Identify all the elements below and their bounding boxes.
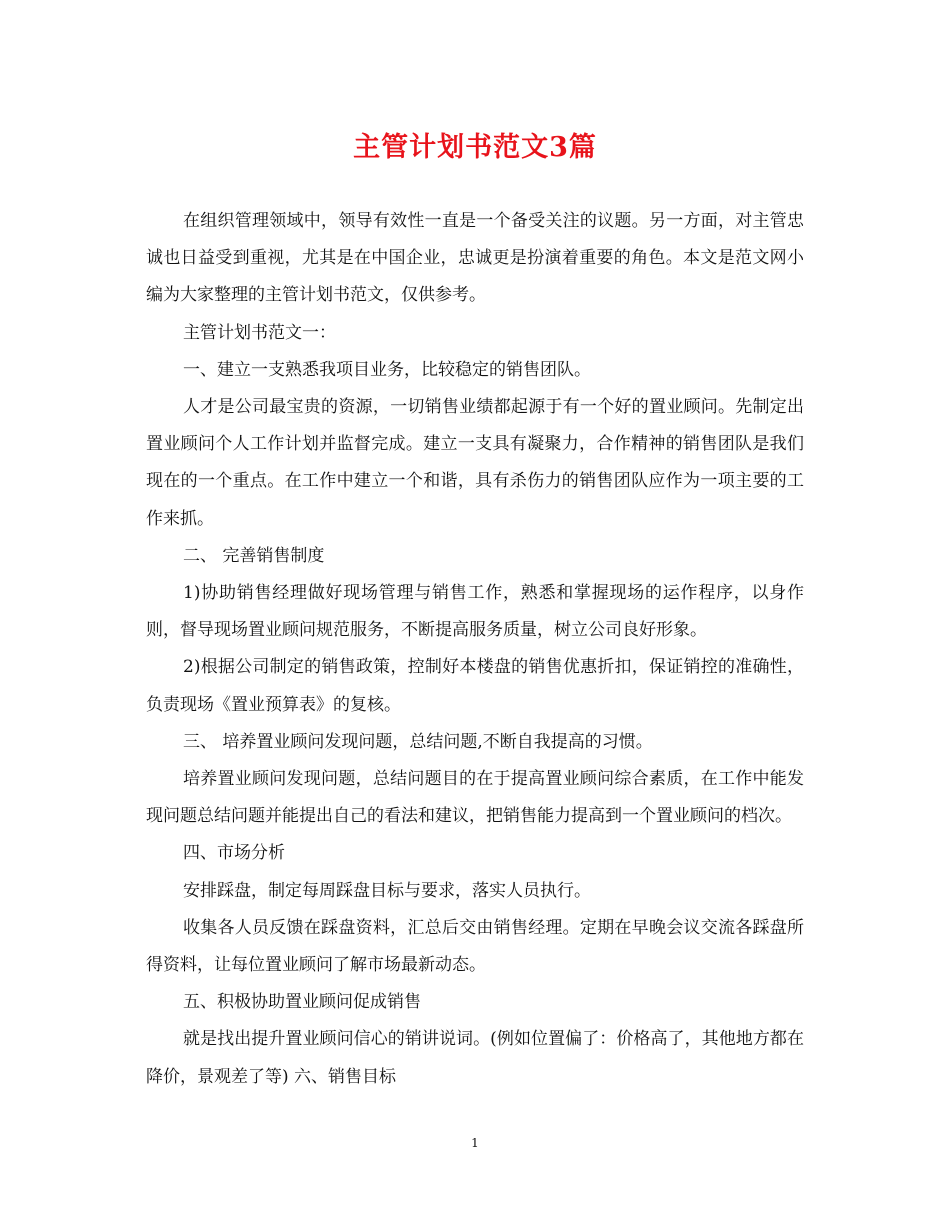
section-heading-sample-one: 主管计划书范文一： [183,322,336,343]
list-item: 2)根据公司制定的销售政策，控制好本楼盘的销售优惠折扣，保证销控的准确性，负责现场《置业预算表》的复核。 [146,657,804,715]
page-number: 1 [471,1136,479,1150]
list-item: 1)协助销售经理做好现场管理与销售工作，熟悉和掌握现场的运作程序，以身作则，督导现场置业顾问规范服务，不断提高服务质量，树立公司良好形象。 [146,583,804,641]
section-heading-4: 四、市场分析 [183,843,285,864]
body-paragraph: 就是找出提升置业顾问信心的销讲说词。(例如位置偏了：价格高了，其他地方都在降价，景观差了等) 六、销售目标 [146,1029,804,1087]
body-paragraph: 安排踩盘，制定每周踩盘目标与要求，落实人员执行。 [183,880,591,901]
section-heading-3: 三、 培养置业顾问发现问题，总结问题,不断自我提高的习惯。 [183,731,653,752]
document-body [146,203,804,1096]
intro-paragraph: 在组织管理领域中，领导有效性一直是一个备受关注的议题。另一方面，对主管忠诚也日益受到重视，尤其是在中国企业，忠诚更是扮演着重要的角色。本文是范文网小编为大家整理的主管计划书范文，仅供参考。 [146,211,804,306]
section-heading-2: 二、 完善销售制度 [183,545,325,566]
section-heading-5: 五、积极协助置业顾问促成销售 [183,992,421,1013]
document-title: 主管计划书范文3篇 [353,132,597,163]
body-paragraph: 人才是公司最宝贵的资源，一切销售业绩都起源于有一个好的置业顾问。先制定出置业顾问个人工作计划并监督完成。建立一支具有凝聚力，合作精神的销售团队是我们现在的一个重点。在工作中建立一个和谐，具有杀伤力的销售团队应作为一项主要的工作来抓。 [146,397,804,529]
section-heading-1: 一、建立一支熟悉我项目业务，比较稳定的销售团队。 [183,359,591,380]
body-paragraph: 收集各人员反馈在踩盘资料，汇总后交由销售经理。定期在早晚会议交流各踩盘所得资料，让每位置业顾问了解市场最新动态。 [146,917,804,976]
body-paragraph: 培养置业顾问发现问题，总结问题目的在于提高置业顾问综合素质，在工作中能发现问题总结问题并能提出自己的看法和建议，把销售能力提高到一个置业顾问的档次。 [146,769,804,827]
